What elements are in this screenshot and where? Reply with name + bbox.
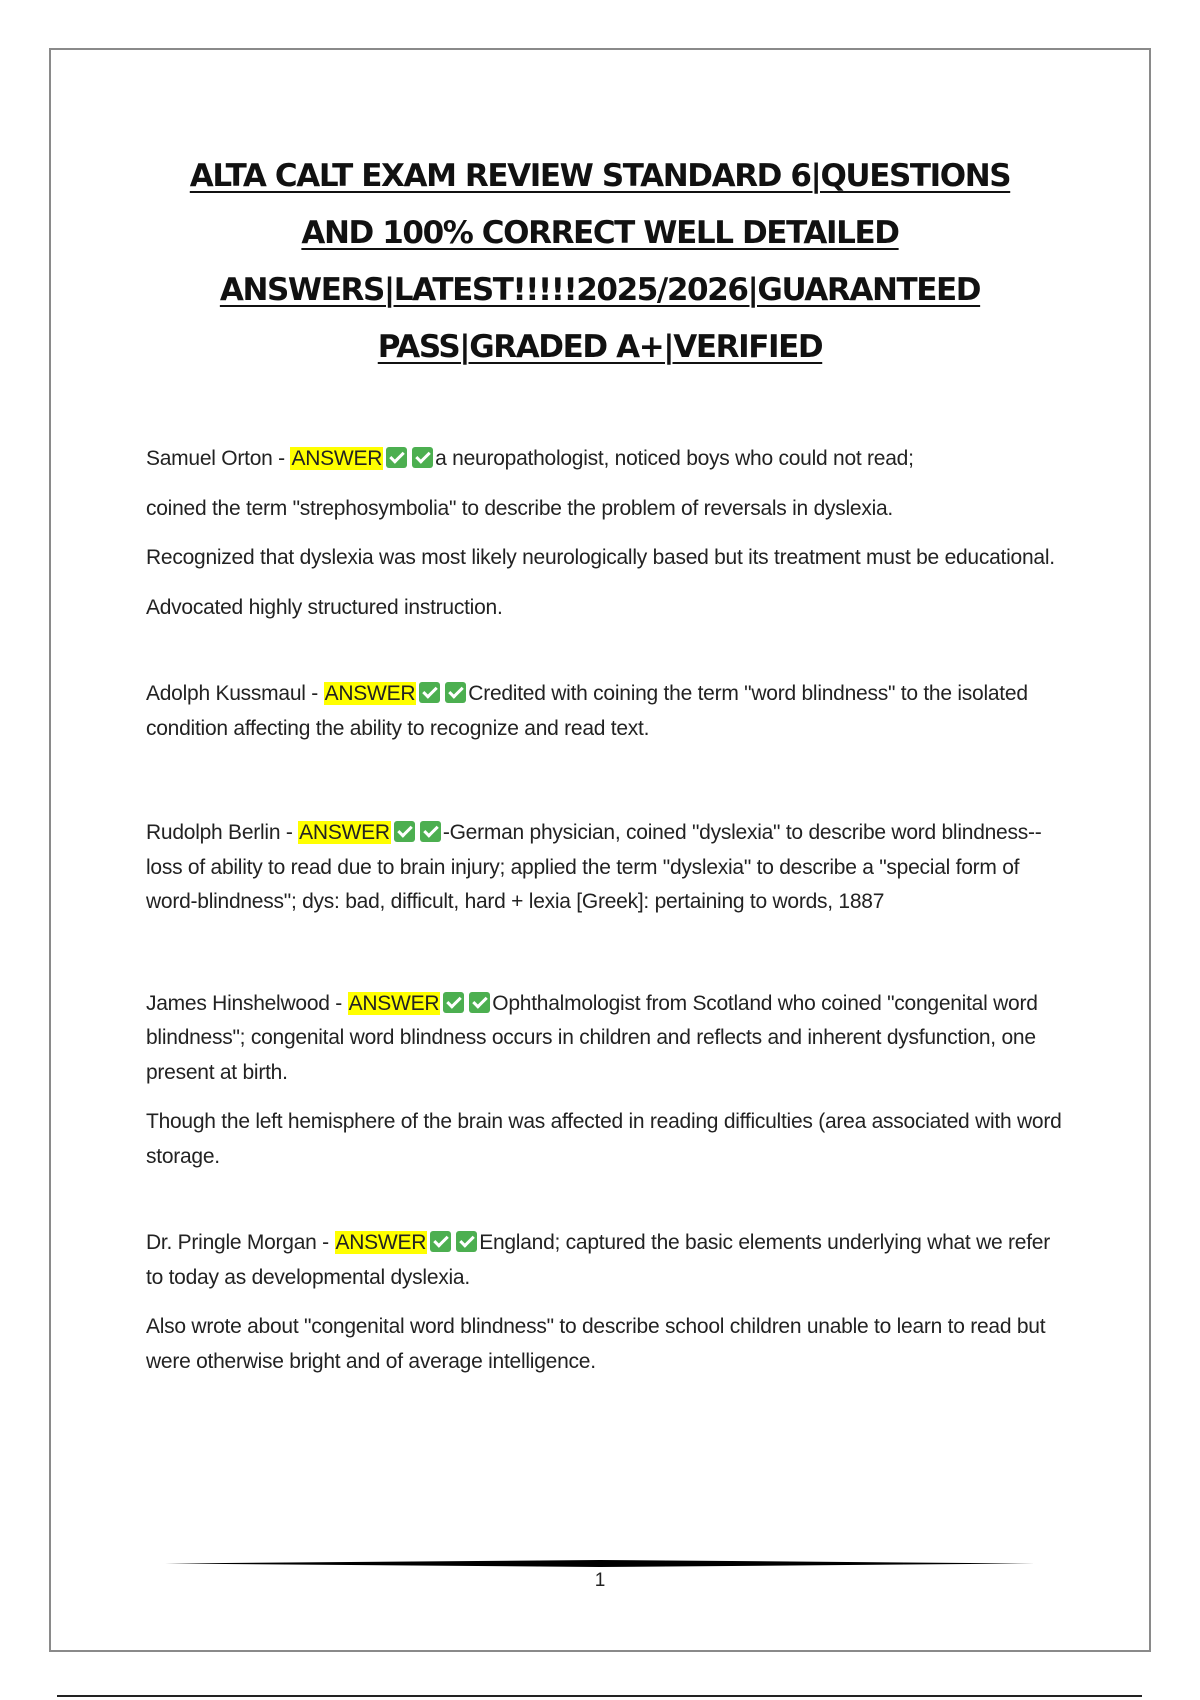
check-mark-icon <box>394 821 415 842</box>
answer-highlight: ANSWER <box>348 991 440 1015</box>
page-number: 1 <box>594 1570 606 1591</box>
entry-list <box>146 442 1066 1394</box>
entry-line <box>146 677 1066 746</box>
entry-term: James Hinshelwood - <box>146 991 348 1015</box>
answer-highlight: ANSWER <box>335 1231 427 1254</box>
answer-highlight: ANSWER <box>291 447 383 470</box>
next-page-edge <box>57 1695 1142 1697</box>
entry-term: Dr. Pringle Morgan - <box>146 1231 335 1254</box>
entry-note: coined the term "strephosymbolia" to describe the problem of reversals in dyslexia. <box>146 496 894 520</box>
entry-definition: England; captured the basic elements underlying what we refer to today as developmental dyslexia. <box>146 1231 1050 1289</box>
entry-line <box>146 1226 1066 1295</box>
document-title: ALTA CALT EXAM REVIEW STANDARD 6|QUESTIONS AND 100% CORRECT WELL DETAILED ANSWERS|LATEST!!!!!2025/2026|GUARANTEED PASS|GRADED A+|VERIFIED <box>189 158 1011 365</box>
check-mark-icon <box>469 992 490 1013</box>
check-mark-icon <box>419 682 440 703</box>
entry-line <box>146 816 1066 920</box>
entry-term: Rudolph Berlin - <box>146 821 299 844</box>
answer-highlight: ANSWER <box>324 682 416 705</box>
check-mark-icon <box>430 1231 451 1252</box>
entry-adolph-kussmaul <box>146 677 1066 746</box>
entry-note: Recognized that dyslexia was most likely neurologically based but its treatment must be educational. <box>146 546 1055 569</box>
entry-term: Samuel Orton - <box>146 447 291 470</box>
entry-definition: Credited with coining the term "word blindness" to the isolated condition affecting the ability to recognize and read text. <box>146 682 1028 740</box>
check-mark-icon <box>412 447 433 468</box>
entry-pringle-morgan <box>146 1226 1066 1379</box>
entry-james-hinshelwood <box>146 987 1066 1175</box>
entry-note: Advocated highly structured instruction. <box>146 595 503 619</box>
entry-definition: Ophthalmologist from Scotland who coined "congenital word blindness"; congenital word blindness occurs in children and reflects and inherent dysfunction, one present at birth. <box>146 991 1038 1084</box>
entry-definition: -German physician, coined "dyslexia" to describe word blindness-- loss of ability to read due to brain injury; applied the term "dyslexia" to describe a "special form of word-blindness"; dys: bad, difficult, hard + lexia [Greek]: pertaining to words, 1887 <box>146 821 1042 913</box>
entry-note: Though the left hemisphere of the brain was affected in reading difficulties (area associated with word storage. <box>146 1110 1062 1168</box>
entry-samuel-orton <box>146 442 1066 625</box>
entry-line <box>146 442 1066 477</box>
check-mark-icon <box>386 447 407 468</box>
entry-note: Also wrote about "congenital word blindness" to describe school children unable to learn to read but were otherwise bright and of average intelligence. <box>146 1315 1046 1373</box>
entry-rudolph-berlin <box>146 816 1066 920</box>
check-mark-icon <box>456 1231 477 1252</box>
check-mark-icon <box>443 992 464 1013</box>
entry-term: Adolph Kussmaul - <box>146 682 324 705</box>
check-mark-icon <box>420 821 441 842</box>
entry-definition: a neuropathologist, noticed boys who could not read; <box>435 447 914 470</box>
answer-highlight: ANSWER <box>299 821 390 844</box>
check-mark-icon <box>445 682 466 703</box>
entry-line <box>146 987 1066 1091</box>
